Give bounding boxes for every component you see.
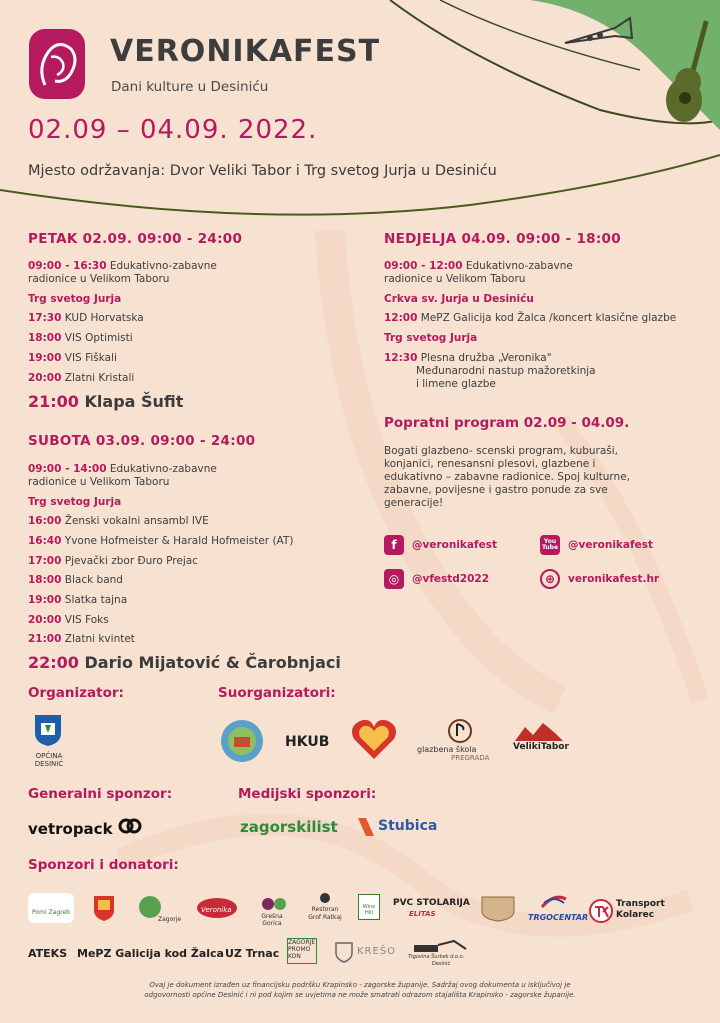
- performer: Ženski vokalni ansambl IVE: [64, 515, 209, 527]
- list-item: [28, 574, 123, 587]
- donor-mepz: MePZ Galicija kod Žalca: [77, 947, 224, 960]
- paragraph-line: konjanici, renesansni plesovi, glazbene i: [384, 458, 596, 470]
- donor-coat-of-arms-icon: [92, 894, 116, 922]
- organizer-heading: Organizator:: [28, 685, 124, 701]
- performer: Black band: [64, 574, 123, 586]
- list-item: [384, 352, 596, 391]
- vetropack-logo: vetropack: [28, 820, 113, 838]
- restaurant-crest-icon: [319, 892, 331, 904]
- workshop-text: Edukativno-zabavne: [109, 260, 217, 272]
- performer: Zlatni Kristali: [64, 372, 135, 384]
- friday-workshop: [28, 260, 217, 286]
- brand-tagline: Dani kulture u Desiniću: [111, 79, 269, 95]
- side-program-title: Popratni program 02.09 - 04.09.: [384, 415, 630, 431]
- facebook-icon: f: [384, 535, 404, 555]
- website-url: veronikafest.hr: [568, 573, 660, 585]
- donor-logo-pomi: Pomi Zagreb: [28, 893, 74, 923]
- performer: Dario Mijatović & Čarobnjaci: [84, 653, 341, 672]
- time: 09:00 - 16:30: [28, 260, 107, 272]
- guitar-icon: [660, 20, 716, 130]
- donor-tk-icon: [589, 899, 613, 923]
- footer-line: odgovornosti općine Desinić i ni pod kojim se uvjetima ne može smatrati odrazom stajališta Krapinsko - zagorske županije.: [144, 991, 576, 999]
- globe-icon: ⊕: [540, 569, 560, 589]
- list-item: [28, 515, 209, 528]
- time: 19:00: [28, 594, 62, 606]
- facebook-link[interactable]: [384, 535, 497, 555]
- performer-detail: Međunarodni nastup mažoretkinja: [416, 365, 596, 377]
- donor-name: Zagorje: [158, 916, 182, 923]
- footer-disclaimer: [0, 980, 720, 1000]
- list-item: [28, 312, 144, 325]
- sunday-title: NEDJELJA 04.09. 09:00 - 18:00: [384, 231, 621, 247]
- paragraph-line: edukativno – zabavne radionice. Spoj kulturne,: [384, 471, 631, 483]
- list-item: [28, 352, 117, 365]
- time: 20:00: [28, 372, 62, 384]
- performer: VIS Fiškali: [64, 352, 117, 364]
- music-school-name: glazbena škola: [417, 745, 477, 754]
- transport-kolarec: [616, 899, 665, 921]
- donor-surbek-town: Desinić: [432, 961, 451, 967]
- donor-trgocentar-icon: [540, 893, 568, 909]
- excavator-icon: [410, 939, 474, 953]
- list-item: [28, 594, 127, 607]
- festival-dates: 02.09 – 04.09. 2022.: [28, 115, 318, 145]
- paragraph-line: generacije!: [384, 497, 444, 509]
- youtube-handle: @veronikafest: [568, 539, 653, 551]
- donor-name: Restoran Grof Ratkaj: [308, 906, 342, 921]
- music-school-town: PREGRADA: [451, 754, 490, 762]
- performer: Zlatni kvintet: [64, 633, 135, 645]
- time: 18:00: [28, 574, 62, 586]
- time: 12:00: [384, 312, 418, 324]
- time: 16:00: [28, 515, 62, 527]
- list-item: [28, 633, 135, 646]
- donor-kreso: KREŠO: [357, 946, 397, 957]
- hkub-logo: HKUB: [285, 734, 330, 750]
- donor-crest-icon: [478, 893, 518, 923]
- media-sponsors-heading: Medijski sponzori:: [238, 786, 377, 802]
- list-item: [28, 555, 198, 568]
- list-item: [28, 372, 134, 385]
- youtube-icon: You Tube: [540, 535, 560, 555]
- facebook-handle: @veronikafest: [412, 539, 497, 551]
- veronikafest-logo-icon: [27, 27, 87, 101]
- zagorski-list-logo: zagorskilist: [240, 818, 338, 836]
- performer: Slatka tajna: [64, 594, 128, 606]
- brand-title: VERONIKAFEST: [110, 34, 381, 69]
- saturday-workshop: [28, 463, 217, 489]
- music-school-logo-icon: [447, 716, 473, 746]
- workshop-text: Edukativno-zabavne: [109, 463, 217, 475]
- saturday-headliner: [28, 653, 341, 672]
- stubica-logo: Stubica: [378, 818, 438, 834]
- time: 16:40: [28, 535, 62, 547]
- donors-heading: Sponzori i donatori:: [28, 857, 179, 873]
- time: 22:00: [28, 653, 79, 672]
- donor-kreso-crest-icon: [334, 941, 354, 963]
- performer: Pjevački zbor Đuro Prejac: [64, 555, 198, 567]
- time: 12:30: [384, 352, 418, 364]
- performer: MePZ Galicija kod Žalca /koncert klasične glazbe: [420, 312, 677, 324]
- time: 09:00 - 12:00: [384, 260, 463, 272]
- time: 19:00: [28, 352, 62, 364]
- list-item: [384, 312, 676, 325]
- time: 20:00: [28, 614, 62, 626]
- website-link[interactable]: [540, 569, 659, 589]
- friday-title: PETAK 02.09. 09:00 - 24:00: [28, 231, 243, 247]
- donor-zagorje-promo: ZAGORJE PROMO KON: [287, 938, 317, 964]
- workshop-text: Edukativno-zabavne: [465, 260, 573, 272]
- workshop-text-2: radionice u Velikom Taboru: [384, 273, 526, 285]
- footer-line: Ovaj je dokument izrađen uz financijsku podršku Krapinsko - zagorske županije. Sadržaj ovog dokumenta u isključivoj je: [149, 981, 571, 989]
- performer: VIS Optimisti: [64, 332, 133, 344]
- donor-name: Transport: [616, 899, 665, 909]
- list-item: [28, 332, 133, 345]
- donor-name: Wine Hill: [358, 894, 380, 920]
- donor-name: Grešna Gorica: [261, 913, 283, 927]
- stubica-symbol-icon: [356, 816, 376, 838]
- venue-text: Mjesto održavanja: Dvor Veliki Tabor i Trg svetog Jurja u Desiniću: [28, 163, 497, 179]
- sunday-workshop: [384, 260, 573, 286]
- donor-name: Kolarec: [616, 910, 655, 920]
- saturday-location: Trg svetog Jurja: [28, 496, 122, 508]
- list-item: [28, 614, 109, 627]
- donor-name: PVC STOLARIJA: [393, 898, 470, 908]
- youtube-link[interactable]: [540, 535, 653, 555]
- time: 17:30: [28, 312, 62, 324]
- time: 21:00: [28, 392, 79, 411]
- veliki-tabor-logo: VelikiTabor: [513, 742, 569, 752]
- desinic-coat-of-arms-icon: [33, 713, 63, 747]
- performer: VIS Foks: [64, 614, 109, 626]
- trumpet-icon: [560, 8, 640, 58]
- sunday-location-church: Crkva sv. Jurja u Desiniću: [384, 293, 534, 305]
- friday-headliner: [28, 392, 183, 411]
- performer: Klapa Šufit: [84, 392, 184, 411]
- vetropack-symbol-icon: [118, 815, 142, 837]
- coorganizers-heading: Suorganizatori:: [218, 685, 336, 701]
- workshop-text-2: radionice u Velikom Taboru: [28, 476, 170, 488]
- performer: KUD Horvatska: [64, 312, 144, 324]
- heart-logo-icon: [350, 717, 398, 761]
- list-item: [28, 535, 293, 548]
- instagram-icon: ◎: [384, 569, 404, 589]
- donor-name: Veronika: [201, 906, 232, 914]
- friday-location: Trg svetog Jurja: [28, 293, 122, 305]
- donor-name: TRGOCENTAR: [528, 913, 589, 922]
- donor-surbek: Trgovina Šurbek d.o.o.: [408, 954, 465, 960]
- instagram-link[interactable]: [384, 569, 489, 589]
- donor-uz-trnac: UZ Trnac: [225, 947, 280, 960]
- donor-name: ELITAS: [409, 910, 436, 918]
- performer: Yvone Hofmeister & Harald Hofmeister (AT): [64, 535, 294, 547]
- time: 21:00: [28, 633, 62, 645]
- workshop-text-2: radionice u Velikom Taboru: [28, 273, 170, 285]
- time: 18:00: [28, 332, 62, 344]
- instagram-handle: @vfestd2022: [412, 573, 490, 585]
- performer: Plesna družba „Veronika": [420, 352, 552, 364]
- sunday-location-square: Trg svetog Jurja: [384, 332, 478, 344]
- side-program-text: [384, 445, 634, 510]
- paragraph-line: Bogati glazbeno- scenski program, kuburaši,: [384, 445, 619, 457]
- saturday-title: SUBOTA 03.09. 09:00 - 24:00: [28, 433, 256, 449]
- general-sponsor-heading: Generalni sponzor:: [28, 786, 173, 802]
- time: 09:00 - 14:00: [28, 463, 107, 475]
- donor-ateks: ATEKS: [28, 947, 68, 960]
- donor-grapes-icon: [258, 894, 292, 914]
- organizer-logo-text: OPĆINA DESINIĆ: [34, 752, 64, 768]
- performer-detail-2: i limene glazbe: [416, 378, 496, 390]
- time: 17:00: [28, 555, 62, 567]
- tourism-board-logo-icon: [220, 719, 264, 763]
- paragraph-line: zabavne, povijesne i gastro ponude za sve: [384, 484, 608, 496]
